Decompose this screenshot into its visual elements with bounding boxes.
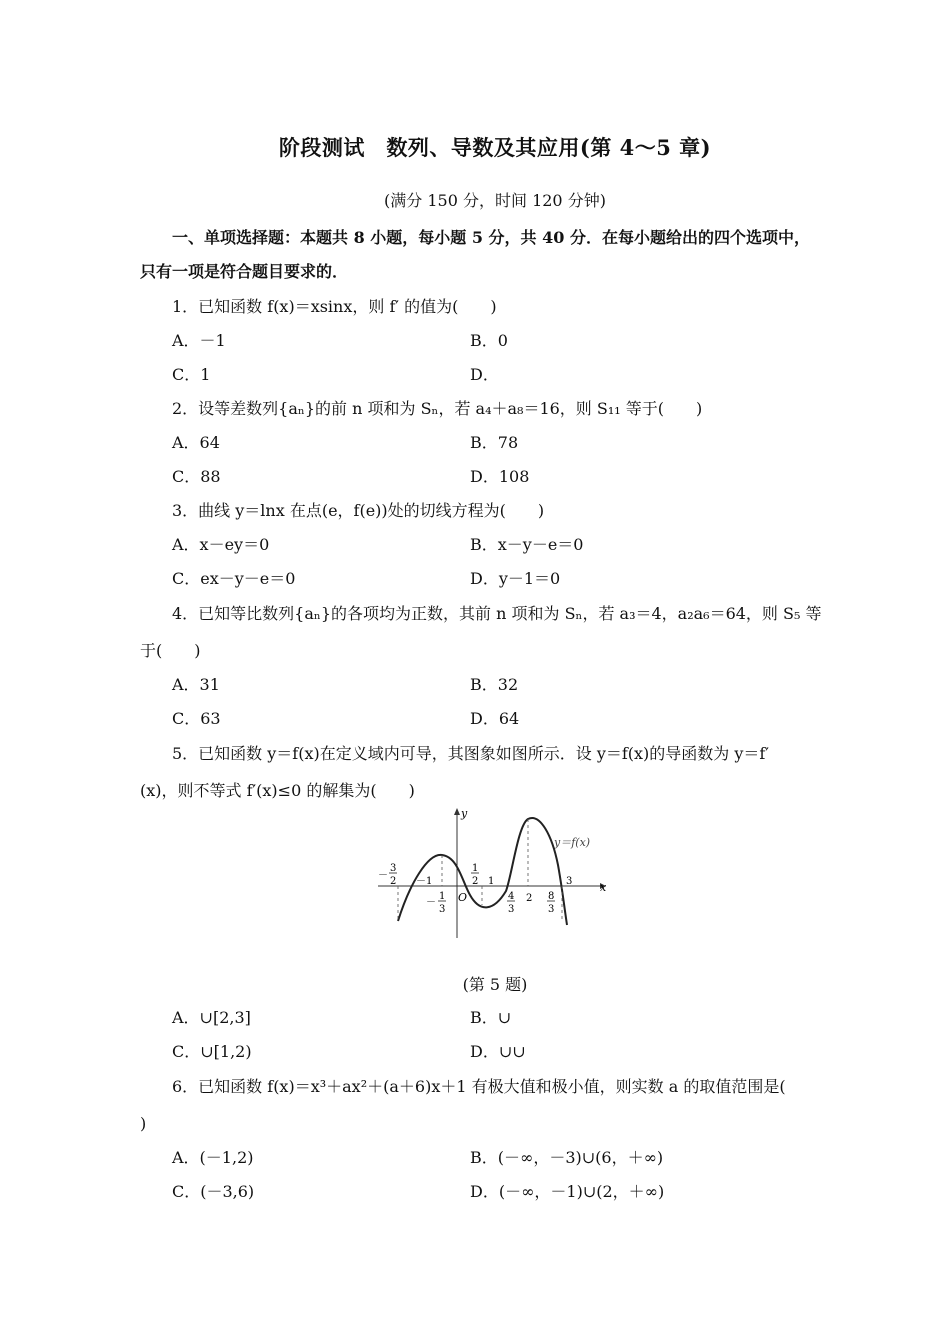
question-4-stem-line2: 于( ) (140, 641, 201, 660)
tick-label: 3 (566, 876, 573, 887)
tick-label: 2 (390, 876, 397, 887)
question-6-stem-line2: ) (140, 1114, 147, 1133)
question-5-option-a: A．∪[2,3] (172, 1008, 251, 1027)
question-4-option-b: B．32 (470, 675, 519, 694)
tick-neg-sign: － (426, 897, 436, 908)
question-4-option-a: A．31 (172, 675, 220, 694)
x-axis-label: x (600, 881, 607, 894)
question-3-option-b: B．x－y－e＝0 (470, 535, 584, 554)
question-5-option-c: C．∪[1,2) (172, 1042, 252, 1061)
tick-label: 2 (526, 893, 533, 904)
exam-info: (满分 150 分，时间 120 分钟) (384, 191, 606, 210)
question-1-option-c: C．1 (172, 365, 211, 384)
tick-label: 4 (508, 891, 515, 902)
tick-neg-sign: － (416, 876, 426, 887)
question-1-stem: 1．已知函数 f(x)＝xsinx，则 f′ 的值为( ) (172, 297, 497, 316)
origin-label: O (458, 891, 468, 904)
tick-label: 1 (488, 876, 495, 887)
tick-label: 2 (472, 876, 479, 887)
figure-caption: (第 5 题) (462, 975, 528, 994)
tick-label: 3 (508, 904, 515, 915)
question-6-option-d: D．(－∞，－1)∪(2，＋∞) (470, 1182, 665, 1201)
function-graph-figure (370, 805, 610, 943)
question-6-option-a: A．(－1,2) (172, 1148, 254, 1167)
question-1-option-a: A．－1 (172, 331, 226, 350)
section-heading-line1: 一、单项选择题：本题共 8 小题，每小题 5 分，共 40 分．在每小题给出的四个选项中， (172, 228, 810, 247)
question-4-stem-line1: 4．已知等比数列{aₙ}的各项均为正数，其前 n 项和为 Sₙ，若 a₃＝4，a₂a₆＝64，则 S₅ 等 (172, 604, 822, 623)
tick-label: 3 (390, 863, 397, 874)
question-6-option-b: B．(－∞，－3)∪(6，＋∞) (470, 1148, 664, 1167)
question-5-stem-line2: (x)，则不等式 f′(x)≤0 的解集为( ) (140, 781, 415, 800)
page-title: 阶段测试 数列、导数及其应用(第 4～5 章) (278, 135, 712, 160)
y-axis-label: y (461, 807, 468, 820)
tick-label: 1 (426, 876, 433, 887)
question-2-option-a: A．64 (172, 433, 220, 452)
question-3-option-c: C．ex－y－e＝0 (172, 569, 296, 588)
question-2-option-d: D．108 (470, 467, 530, 486)
question-4-option-c: C．63 (172, 709, 221, 728)
section-heading-line2: 只有一项是符合题目要求的． (140, 262, 349, 281)
tick-neg-sign: － (378, 870, 388, 881)
question-4-option-d: D．64 (470, 709, 520, 728)
question-2-stem: 2．设等差数列{aₙ}的前 n 项和为 Sₙ，若 a₄＋a₈＝16，则 S₁₁ 等于( ) (172, 399, 703, 418)
question-5-option-b: B．∪ (470, 1008, 512, 1027)
question-3-option-a: A．x－ey＝0 (172, 535, 270, 554)
question-2-option-c: C．88 (172, 467, 221, 486)
question-5-stem-line1: 5．已知函数 y＝f(x)在定义域内可导，其图象如图所示．设 y＝f(x)的导函数为 y＝f′ (172, 744, 769, 763)
question-5-option-d: D．∪∪ (470, 1042, 526, 1061)
question-3-stem: 3．曲线 y＝lnx 在点(e，f(e))处的切线方程为( ) (172, 501, 545, 520)
curve-label: y＝f(x) (554, 836, 591, 849)
tick-label: 3 (439, 904, 446, 915)
tick-label: 1 (472, 863, 479, 874)
function-curve (398, 818, 567, 925)
question-1-option-b: B．0 (470, 331, 508, 350)
tick-label: 3 (548, 904, 555, 915)
question-6-stem-line1: 6．已知函数 f(x)＝x³＋ax²＋(a＋6)x＋1 有极大值和极小值，则实数 a 的取值范围是( (172, 1077, 786, 1096)
tick-label: 1 (439, 891, 446, 902)
question-6-option-c: C．(－3,6) (172, 1182, 255, 1201)
question-3-option-d: D．y－1＝0 (470, 569, 561, 588)
question-1-option-d: D． (470, 365, 499, 384)
question-2-option-b: B．78 (470, 433, 519, 452)
tick-label: 8 (548, 891, 555, 902)
